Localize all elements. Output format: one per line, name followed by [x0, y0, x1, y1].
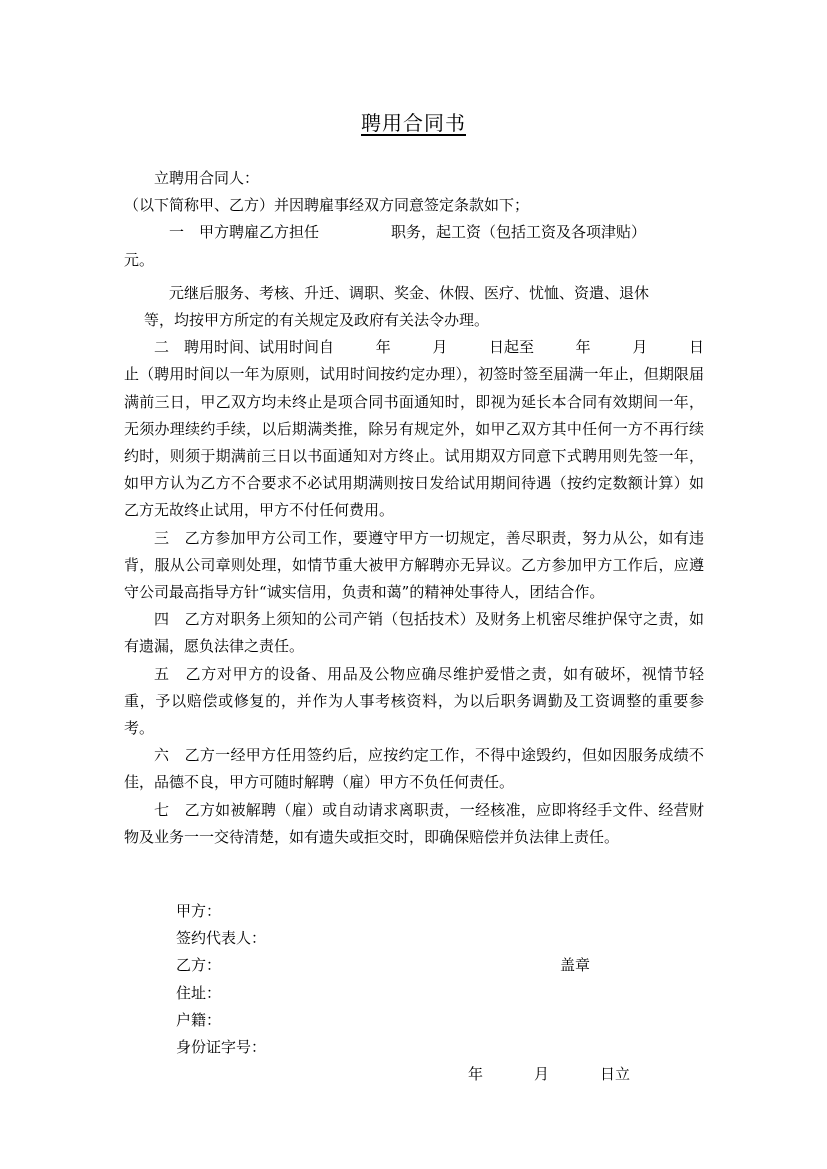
- seal-label: 盖章: [560, 956, 591, 975]
- party-b-label: 乙方：: [176, 956, 222, 975]
- representative-label: 签约代表人：: [176, 929, 267, 948]
- clause-5-number: 五: [154, 664, 170, 683]
- clause-4: [124, 606, 704, 660]
- clause-1-number: 一: [169, 223, 185, 242]
- clause-5: [124, 661, 704, 743]
- date-day: 日立: [600, 1065, 631, 1084]
- party-a-label: 甲方：: [176, 902, 222, 920]
- clause-2-number: 二: [154, 338, 170, 357]
- date-row: [176, 1061, 636, 1088]
- clause-2-header: [124, 334, 704, 361]
- clause-1-part3: 元。: [124, 250, 155, 269]
- clause-3: [124, 525, 704, 607]
- clause-1-part1: 甲方聘雇乙方担任: [199, 223, 320, 242]
- document-body: [124, 165, 704, 851]
- id-number-label: 身份证字号：: [176, 1037, 267, 1056]
- clause-2-day2: 日: [688, 338, 704, 357]
- clause-2-year2: 年: [575, 338, 591, 357]
- clause-6-number: 六: [154, 746, 170, 765]
- clause-7: [124, 797, 704, 851]
- clause-4-text: 乙方对职务上须知的公司产销（包括技术）及财务上机密尽维护保守之责，如有遗漏，愿负法律之责任。: [124, 610, 704, 656]
- signature-block: [176, 898, 636, 1088]
- clause-3-number: 三: [154, 528, 170, 547]
- clause-2-lead: 聘用时间、试用时间自: [184, 338, 335, 357]
- clause-4-number: 四: [154, 610, 170, 629]
- clause-7-number: 七: [154, 800, 170, 819]
- household-label: 户籍：: [176, 1010, 222, 1029]
- clause-1-part5: 等，均按甲方所定的有关规定及政府有关法令办理。: [144, 311, 490, 330]
- clause-2-month1: 月: [432, 338, 448, 357]
- clause-2-year1: 年: [375, 338, 391, 357]
- clause-3-text: 乙方参加甲方公司工作，要遵守甲方一切规定，善尽职责，努力从公，如有违背，服从公司章则处理，如情节重大被甲方解聘亦无异议。乙方参加甲方工作后，应遵守公司最高指导方针“诚实信用，负责和蔼”的精神处事待人，团结合作。: [124, 528, 704, 602]
- clause-1-line: [124, 219, 704, 246]
- clause-7-text: 乙方如被解聘（雇）或自动请求离职责，一经核准，应即将经手文件、经营财物及业务一一交待清楚，如有遗失或拒交时，即确保赔偿并负法律上责任。: [124, 800, 704, 846]
- date-year: 年: [468, 1065, 484, 1084]
- clause-6-text: 乙方一经甲方任用签约后，应按约定工作，不得中途毁约，但如因服务成绩不佳，品德不良，甲方可随时解聘（雇）甲方不负任何责任。: [124, 746, 704, 792]
- document-title: 聘用合同书: [361, 111, 466, 135]
- clause-5-text: 乙方对甲方的设备、用品及公物应确尽维护爱惜之责，如有破坏，视情节轻重，予以赔偿或修复的，并作为人事考核资料，为以后职务调勤及工资调整的重要参考。: [124, 664, 704, 738]
- clause-2-day1: 日起至: [489, 338, 535, 357]
- date-month: 月: [534, 1065, 550, 1084]
- intro-line-2: （以下简称甲、乙方）并因聘雇事经双方同意签定条款如下；: [124, 196, 530, 215]
- address-label: 住址：: [176, 983, 222, 1002]
- intro-line-1: 立聘用合同人：: [154, 169, 260, 187]
- clause-6: [124, 742, 704, 796]
- clause-2-month2: 月: [632, 338, 648, 357]
- clause-2-text: 止（聘用时间以一年为原则，试用时间按约定办理），初签时签至届满一年止，但期限届满前三日，甲乙双方均未终止是项合同书面通知时，即视为延长本合同有效期间一年，无须办理续约手续，以后期满类推，除另有规定外，如甲乙双方其中任何一方不再行续约时，则须于期满前三日以书面通知对方终止。试用期双方同意下式聘用则先签一年，如甲方认为乙方不合要求不必试用期满则按日发给试用期间待遇（按约定数额计算）如乙方无故终止试用，甲方不付任何费用。: [124, 365, 704, 520]
- clause-1-part4: 元继后服务、考核、升迁、调职、奖金、休假、医疗、忧恤、资遣、退休: [169, 283, 650, 302]
- clause-1-part2: 职务，起工资（包括工资及各项津贴）: [391, 223, 647, 242]
- party-b-row: [176, 952, 636, 979]
